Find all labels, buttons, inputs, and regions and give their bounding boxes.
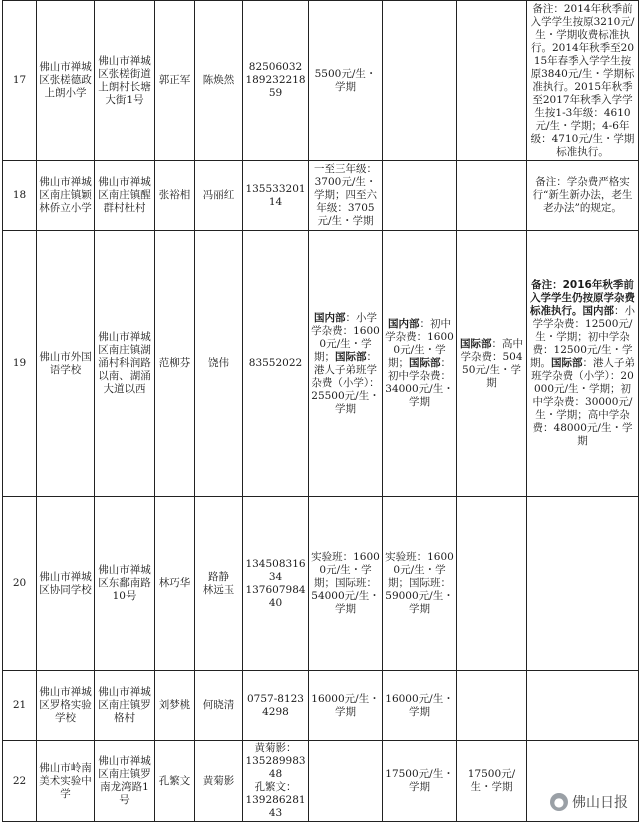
phone-text: 13450831634 13760798440: [245, 557, 306, 609]
contact-name: [195, 497, 243, 671]
fee-senior: [457, 231, 527, 497]
fee-primary-label-domestic: 国内部: [314, 311, 346, 324]
fee-primary: 实验班：16000元/生・学期；国际班：54000元/生・学期: [309, 497, 383, 671]
contact-text: 路静 林远玉: [202, 570, 235, 596]
school-address: 佛山市禅城区南庄镇醒群村杜村: [95, 161, 155, 231]
contact-name: 陈焕然: [195, 1, 243, 161]
contact-name: 何晓清: [195, 671, 243, 741]
principal-name: 张裕相: [155, 161, 195, 231]
school-address: 佛山市禅城区东鄱南路10号: [95, 497, 155, 671]
table-row: [3, 1, 639, 161]
principal-name: 林巧华: [155, 497, 195, 671]
school-name: 佛山市禅城区南庄镇颖林侨立小学: [37, 161, 95, 231]
note-label-intl: 国际部: [551, 357, 583, 369]
contact-name: 饶伟: [195, 231, 243, 497]
principal-name: 郭正军: [155, 1, 195, 161]
phone-text: 黄菊影： 13528998348 孔繁文： 13928628143: [245, 742, 306, 819]
fee-senior: [457, 671, 527, 741]
fee-junior-label-intl: 国际部: [409, 357, 441, 369]
table-row: [3, 161, 639, 231]
fee-primary-domestic: ：小学学杂费：16000元/生・学期；: [311, 311, 380, 363]
school-address: 佛山市禅城区南庄镇罗格村: [95, 671, 155, 741]
fee-primary: 一至三年级：3700元/生・学期；四至六年级：3705元/生・学期: [309, 161, 383, 231]
note-label-domestic: 国内部: [582, 305, 614, 317]
fee-junior: 实验班：16000元/生・学期；国际班：59000元/生・学期: [383, 497, 457, 671]
school-name: 佛山市禅城区张槎德政上朗小学: [37, 1, 95, 161]
row-index: 21: [3, 671, 37, 741]
wechat-icon: ●: [550, 793, 568, 811]
row-index: 18: [3, 161, 37, 231]
contact-name: 黄菊影: [195, 741, 243, 822]
fee-senior: 17500元/生・学期: [457, 741, 527, 822]
note: [527, 497, 639, 671]
contact-phone: 13553320114: [243, 161, 309, 231]
contact-name: 冯丽红: [195, 161, 243, 231]
school-name: 佛山市岭南美术实验中学: [37, 741, 95, 822]
fee-junior-domestic: ：初中学杂费：16000元/生・学期；: [385, 318, 454, 369]
school-address: 佛山市禅城区南庄镇罗南龙湾路1号: [95, 741, 155, 822]
fee-primary: [309, 741, 383, 822]
row-index: 17: [3, 1, 37, 161]
school-name: 佛山市外国语学校: [37, 231, 95, 497]
school-name: 佛山市禅城区罗格实验学校: [37, 671, 95, 741]
fee-primary-label-intl: 国际部: [335, 350, 367, 363]
fee-senior-label-intl: 国际部: [460, 337, 492, 350]
principal-name: 刘梦桃: [155, 671, 195, 741]
school-address: 佛山市禅城区张槎街道上朗村长塘大街1号: [95, 1, 155, 161]
note: [527, 231, 639, 497]
school-name: 佛山市禅城区协同学校: [37, 497, 95, 671]
note-heading: 备注：2016年秋季前入学学生仍按原学杂费标准执行。: [530, 279, 635, 317]
fee-primary: [309, 231, 383, 497]
principal-name: 孔繁文: [155, 741, 195, 822]
contact-phone: 83552022: [243, 231, 309, 497]
watermark: [546, 790, 632, 814]
fee-senior: [457, 497, 527, 671]
row-index: 22: [3, 741, 37, 822]
contact-phone: 0757-81234298: [243, 671, 309, 741]
note: 备注：2014年秋季前入学学生按原3210元/生・学期收费标准执行。2014年秋季至2015年春季入学学生按原3840元/生・学期标准执行。2015年秋季至2017年秋季入学学生按1-3年级：4610元/生・学期；4-6年级：4710元/生・学期标准执行。: [527, 1, 639, 161]
fee-primary: 16000元/生・学期: [309, 671, 383, 741]
fee-junior-intl: ：初中学杂费：34000元/生・学期: [385, 357, 454, 408]
fee-senior: [457, 1, 527, 161]
row-index: 19: [3, 231, 37, 497]
note: [527, 671, 639, 741]
fee-junior: [383, 231, 457, 497]
row-index: 20: [3, 497, 37, 671]
fee-senior-intl: ：高中学杂费：50450元/生・学期: [460, 337, 523, 389]
principal-name: 范柳芬: [155, 231, 195, 497]
fee-primary-intl: ：港人子弟班学杂费（小学）：25500元/生・学期: [311, 350, 380, 415]
table-row: [3, 497, 639, 671]
fee-junior: 17500元/生・学期: [383, 741, 457, 822]
note-intl: ：港人子弟班学杂费（小学）：20000元/生・学期；初中学杂费：30000元/生・学期；高中学杂费：48000元/生・学期: [531, 357, 635, 447]
fee-junior: [383, 161, 457, 231]
table-row: [3, 741, 639, 822]
note-domestic: ：小学学杂费：12500元/生・学期；初中学杂费：12500元/生・学期。: [530, 305, 635, 369]
contact-phone: [243, 1, 309, 161]
fee-table: [2, 0, 639, 822]
fee-senior: [457, 161, 527, 231]
table-row: [3, 231, 639, 497]
fee-junior-label-domestic: 国内部: [388, 318, 420, 330]
table-row: [3, 671, 639, 741]
school-address: 佛山市禅城区南庄镇湖涌村科润路以南、湖涌大道以西: [95, 231, 155, 497]
contact-phone: [243, 497, 309, 671]
phone-text: 82506032 18923221859: [245, 61, 306, 99]
note: 备注：学杂费严格实行“新生新办法，老生老办法”的规定。: [527, 161, 639, 231]
contact-phone: [243, 741, 309, 822]
fee-junior: 16000元/生・学期: [383, 671, 457, 741]
fee-primary: 5500元/生・学期: [309, 1, 383, 161]
watermark-text: 佛山日报: [572, 795, 628, 811]
fee-junior: [383, 1, 457, 161]
